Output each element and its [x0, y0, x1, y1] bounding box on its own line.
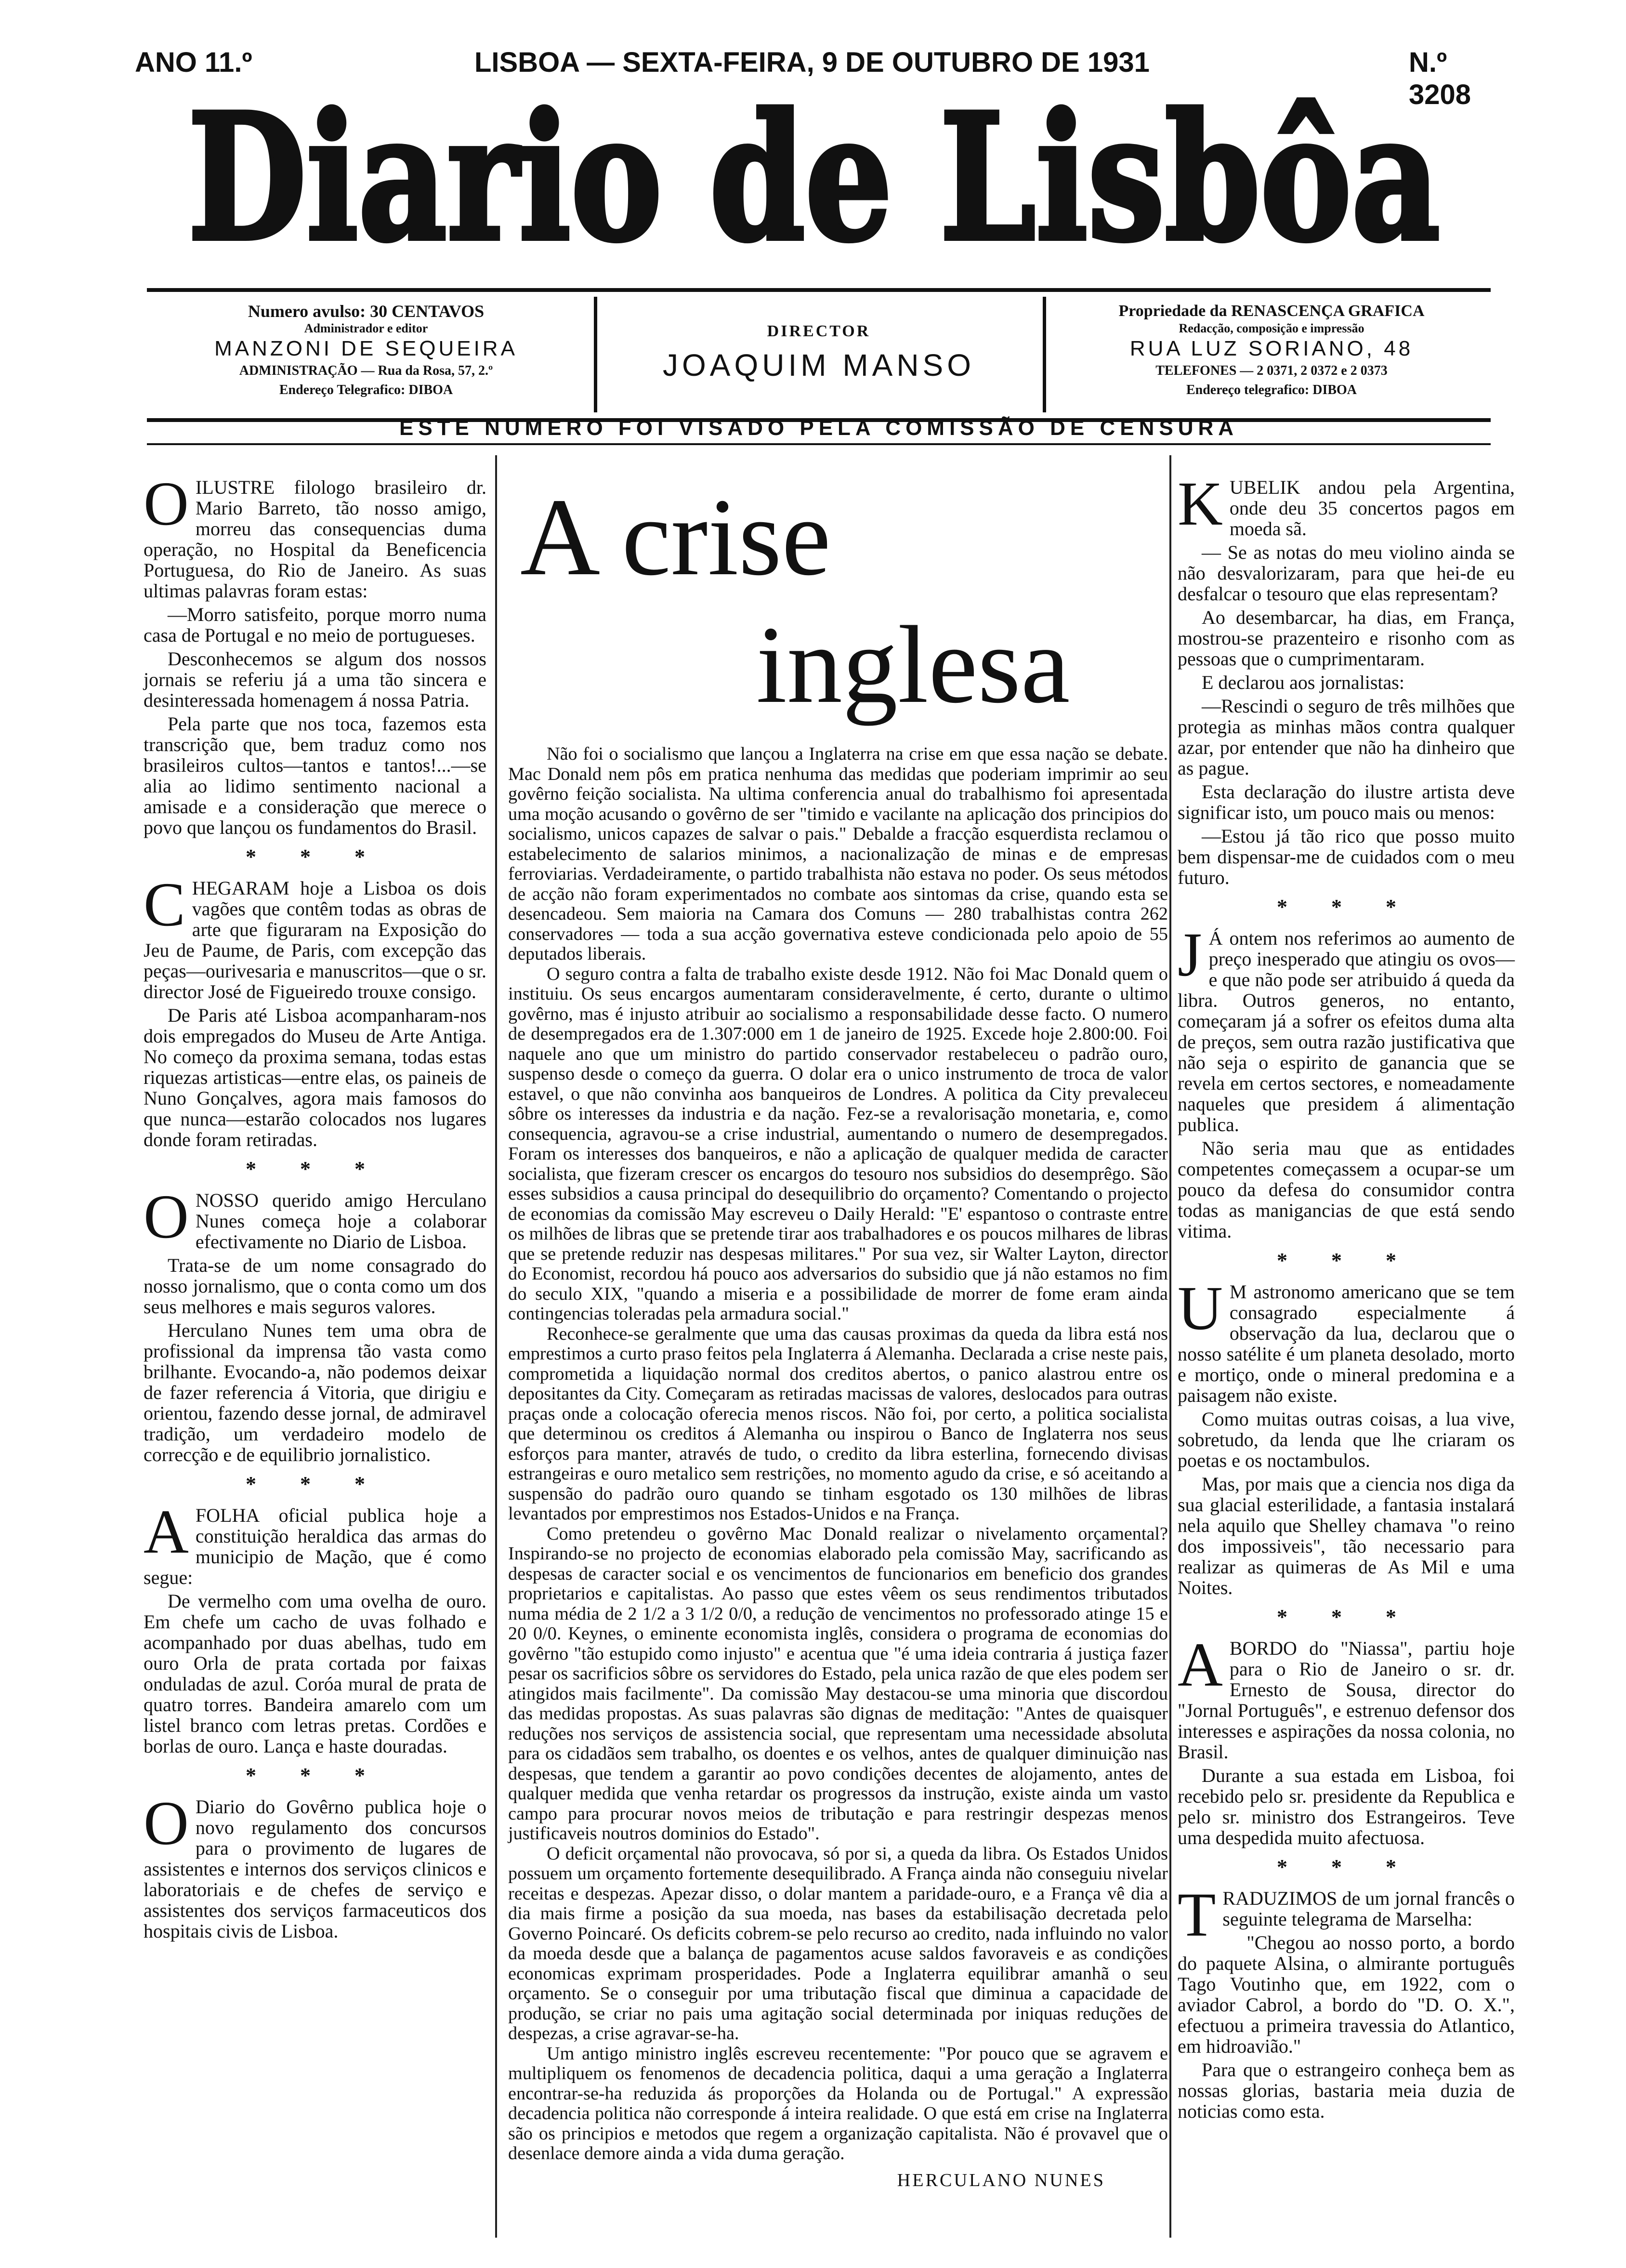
news-item-text: Diario do Govêrno publica hoje o novo regulamento dos concursos para o provimento de lugares de assistentes e internos dos serviços clinicos e laboratoriais e de chefes de serviço e assistentes dos serviços farmaceuticos dos hospitais civis de Lisboa. [144, 1796, 486, 1942]
section-separator: * * * [1277, 895, 1416, 919]
section-separator: * * * [246, 845, 384, 869]
news-item-paragraph: "Chegou ao nosso porto, a bordo do paquete Alsina, o almirante português Tago Voutinho que, em 1922, com o aviador Cabrol, a bordo do "D. O. X.", efectuou a primeira travessia do Atlantico, em hidroavião." [1178, 1932, 1515, 2057]
drop-cap: A [144, 1497, 189, 1567]
news-item-lead [144, 870, 487, 1002]
dateline-bar [135, 46, 1503, 110]
news-item-text: BORDO do "Niassa", partiu hoje para o Rio de Janeiro o sr. dr. Ernesto de Sousa, director do "Jornal Português", e estrenuo defensor dos interesses e aspirações da nossa colonia, no Brasil. [1178, 1637, 1515, 1763]
admin-info [147, 292, 585, 428]
news-item-paragraph: Ao desembarcar, ha dias, em França, mostrou-se prazenteiro e risonho com as pessoas que o cumprimentaram. [1178, 607, 1515, 670]
article-paragraph: O deficit orçamental não provocava, só por si, a queda da libra. Os Estados Unidos possuem um orçamento fortemente desequilibrado. A França ainda não conseguiu nivelar receitas e despezas. Apezar disso, o dolar mantem a paridade-ouro, e a França vê dia a dia mais firme a posição da sua moeda, nas bases da estabilisação decretada pelo Governo Poincaré. Os deficits cobrem-se pelo recurso ao credito, nada influindo no valor da moeda desde que a balança de pagamentos acuse saldos favoraveis e as condições economicas exprimam prosperidades. Pode a Inglaterra equilibrar amanhã o seu orçamento. Se o conseguir por uma tributação fiscal que diminua a capacidade de produção, se criar no pais uma agitação social determinada por iniquas reduções de despezas, a crise agravar-se-ha. [508, 1843, 1168, 2044]
article-paragraph: O seguro contra a falta de trabalho existe desde 1912. Não foi Mac Donald quem o instituiu. Os seus encargos aumentaram consideravelmente, é certo, durante o ultimo govêrno, mas é injusto atribuir ao socialismo a responsabilidade desse facto. O numero de desempregados era de 1.307:000 em 1 de janeiro de 1925. Excede hoje 2.800:00. Foi naquele ano que um ministro do partido conservador restabeleceu o padrão ouro, suspenso desde o começo da guerra. O dolar era o unico instrumento de troca de valor estavel, o que não convinha aos banqueiros de Londres. A politica da City prevaleceu sôbre os interesses da industria e da nação. Fez-se a revalorisação monetaria, e, como consequencia, agravou-se a crise industrial, aumentando o numero de desempregados. Foram os interesses dos banqueiros, e não a aplicação de qualquer medida de caracter socialista, que fizeram crescer os encargos do tesouro nos subsidios do desemprêgo. São esses subsidios a causa principal do desequilibrio do orçamento? Comentando o projecto de economias da comissão May escreveu o Daily Herald: "E' espantoso o contraste entre os milhões de libras que se pretende tirar aos trabalhadores e os poucos milhares de libras que se pretende reduzir nas despesas militares." Por sua vez, sir Walter Layton, director do Economist, recordou há pouco aos adversarios do subsidio que já não estamos no fim do seculo XIX, "quando a miseria e a possibilidade de morrer de fome eram ainda contingencias toleradas pela armadura social." [508, 963, 1168, 1324]
news-item-paragraph: De vermelho com uma ovelha de ouro. Em chefe um cacho de uvas folhado e acompanhado por duas abelhas, tudo em ouro Orla de prata cortada por faixas onduladas de azul. Coróa mural de prata de quatro torres. Bandeira amarelo com um listel branco com letras pretas. Cordões e borlas de ouro. Lança e haste douradas. [144, 1590, 486, 1757]
right-column [1178, 469, 1515, 2124]
right-news-item [1178, 469, 1515, 888]
director-name: JOAQUIM MANSO [662, 348, 975, 382]
drop-cap: A [1178, 1630, 1223, 1700]
news-item-paragraph: Trata-se de um nome consagrado do nosso jornalismo, que o conta como um dos seus melhores e mais seguros valores. [144, 1254, 486, 1318]
news-item-paragraph: —Estou já tão rico que posso muito bem dispensar-me de cuidados com o meu futuro. [1178, 825, 1515, 888]
news-item-text: FOLHA oficial publica hoje a constituição heraldica das armas do municipio de Mação, que é como segue: [144, 1504, 486, 1588]
news-item-text: Á ontem nos referimos ao aumento de preço inesperado que atingiu os ovos—e que não pode ser atribuido á queda da libra. Outros generos, no entanto, começaram já a sofrer os efeitos duma alta de preços, sem outra razão justificativa que não seja o espirito de ganancia que se revela em certos sectores, e nomeadamente naqueles que presidem á alimentação publica. [1178, 927, 1515, 1135]
news-item-paragraph: Para que o estrangeiro conheça bem as nossas glorias, bastaria meia duzia de noticias como esta. [1178, 2059, 1515, 2122]
admin-name: MANZONI DE SEQUEIRA [214, 337, 518, 360]
article-signature: HERCULANO NUNES [897, 2170, 1105, 2190]
right-news-item [1178, 1274, 1515, 1598]
news-item-lead [1178, 1630, 1515, 1763]
info-divider [594, 297, 597, 412]
news-item-paragraph: Como muitas outras coisas, a lua vive, sobretudo, da lenda que lhe criaram os poetas e os noctambulos. [1178, 1408, 1515, 1471]
right-news-item [1178, 920, 1515, 1242]
news-item-paragraph: De Paris até Lisboa acompanharam-nos dois empregados do Museu de Arte Antiga. No começo da proxima semana, todas estas riquezas artisticas—entre elas, os paineis de Nuno Gonçalves, agora mais famosos do que nunca—estarão colocados nos lugares donde foram retiradas. [144, 1004, 486, 1150]
news-item-lead [1178, 469, 1515, 540]
street-address: RUA LUZ SORIANO, 48 [1129, 337, 1414, 360]
section-separator: * * * [246, 1764, 384, 1787]
drop-cap: T [1178, 1880, 1216, 1950]
drop-cap: O [144, 1182, 189, 1252]
owner-telegraph: Endereço telegrafico: DIBOA [1186, 382, 1357, 397]
phone-numbers: TELEFONES — 2 0371, 2 0372 e 2 0373 [1155, 363, 1388, 378]
right-news-item [1178, 1880, 1515, 2122]
drop-cap: K [1178, 469, 1223, 539]
column-rule [1169, 455, 1171, 2238]
news-item-paragraph: —Morro satisfeito, porque morro numa casa de Portugal e no meio de portugueses. [144, 604, 486, 646]
news-item-text: RADUZIMOS de um jornal francês o seguinte telegrama de Marselha: [1222, 1887, 1515, 1930]
news-item-paragraph: E declarou aos jornalistas: [1202, 672, 1404, 693]
news-item-paragraph: Durante a sua estada em Lisboa, foi recebido pelo sr. presidente da Republica e pelo sr. ministro dos Estrangeiros. Teve uma despedida muito afectuosa. [1178, 1765, 1515, 1848]
news-item-paragraph: Herculano Nunes tem uma obra de profissional da imprensa tão vasta como brilhante. Evocando-a, não podemos deixar de fazer referencia á Vitoria, que dirigiu e orientou, fazendo desse jornal, de admiravel tradição, um verdadeiro modelo de correcção e de equilibrio jornalistico. [144, 1319, 486, 1465]
director-label: DIRECTOR [767, 322, 871, 340]
article-paragraph: Um antigo ministro inglês escreveu recentemente: "Por pouco que se agravem e multipliquem os fenomenos de decadencia politica, daqui a uma geração a Inglaterra encontrar-se-ha reduzida ás proporções da Holanda ou de Portugal." A expressão decadencia politica não corresponde á inteira realidade. O que está em crise na Inglaterra são os principios e metodos que regem a organização capitalista. Não é provavel que o desenlace demore ainda a vida duma geração. [508, 2043, 1168, 2163]
owner-info [1052, 292, 1491, 428]
left-news-item [144, 1789, 486, 1942]
news-item-paragraph: — Se as notas do meu violino ainda se não desvalorizaram, para que hei-de eu desfalcar o tesouro que elas representam? [1178, 541, 1515, 605]
section-separator: * * * [1277, 1249, 1416, 1272]
drop-cap: C [144, 870, 185, 939]
masthead-logo [183, 72, 1445, 279]
dateline: LISBOA — SEXTA-FEIRA, 9 DE OUTUBRO DE 1931 [474, 47, 1150, 78]
news-item-lead [1178, 1880, 1515, 1950]
owner-line: Propriedade da RENASCENÇA GRAFICA [1118, 302, 1425, 320]
news-item-lead [144, 1497, 486, 1588]
admin-address: ADMINISTRAÇÃO — Rua da Rosa, 57, 2.º [239, 363, 493, 378]
drop-cap: O [144, 469, 189, 539]
left-column [144, 469, 487, 1944]
news-item-lead [1178, 920, 1515, 1135]
left-news-item [144, 1182, 486, 1465]
left-news-item [144, 1497, 486, 1757]
section-separator: * * * [246, 1157, 384, 1181]
news-item-lead [144, 1789, 486, 1942]
news-item-text: HEGARAM hoje a Lisboa os dois vagões que contêm todas as obras de arte que figuraram na Exposição do Jeu de Paume, de Paris, com excepção das peças—ourivesaria e manuscritos—que o sr. director José de Figueiredo trouxe consigo. [144, 877, 487, 1002]
news-item-text: ILUSTRE filologo brasileiro dr. Mario Barreto, tão nosso amigo, morreu das consequencias duma operação, no Hospital da Beneficencia Portuguesa, do Rio de Janeiro. As suas ultimas palavras foram estas: [144, 476, 486, 602]
info-divider [1043, 297, 1046, 412]
news-item-text: M astronomo americano que se tem consagrado especialmente á observação da lua, declarou que o nosso satélite é um planeta desolado, morto e mortiço, onde o mineral predomina e a paisagem não existe. [1178, 1281, 1515, 1406]
headline-line-1: A crise [520, 475, 831, 598]
admin-telegraph: Endereço Telegrafico: DIBOA [279, 382, 453, 397]
news-item-paragraph: Não seria mau que as entidades competentes começassem a ocupar-se um pouco da defesa do consumidor contra todas as manigancias de que está sendo vitima. [1178, 1137, 1515, 1242]
masthead [183, 72, 1445, 279]
article-paragraph: Reconhece-se geralmente que uma das causas proximas da queda da libra está nos emprestimos a curto praso feitos pela Inglaterra á Alemanha. Declarada a crise neste pais, comprometida a liquidação normal dos creditos abertos, o panico alastrou entre os depositantes da City. Começaram as retiradas macissas de valores, deslocados para outras praças onde a colocação oferecia menos riscos. Não foi, por certo, a politica socialista que determinou os creditos á Alemanha ou inspirou o Banco de Inglaterra nos seus esforços para manter, através de tudo, o credito da libra esterlina, fornecendo divisas estrangeiras e ouro metalico sem restrições, no momento agudo da crise, e só aceitando a suspensão do padrão ouro quando se tinham esgotado os 130 milhões de libras levantados por emprestimos nos Estados-Unidos e na França. [508, 1323, 1168, 1524]
year-label: ANO 11.º [135, 47, 252, 78]
editorial-note: Redacção, composição e impressão [1179, 321, 1364, 335]
news-item-paragraph: —Rescindi o seguro de três milhões que protegia as minhas mãos contra qualquer azar, por entender que não ha dinheiro que as pague. [1178, 695, 1515, 779]
article-paragraph: Como pretendeu o govêrno Mac Donald realizar o nivelamento orçamental? Inspirando-se no projecto de economias elaborado pela comissão May, sacrificando as despesas de caracter social e os vencimentos de funcionarios em beneficio dos grandes proprietarios e capitalistas. Ao passo que estes vêem os seus rendimentos tributados numa média de 2 1/2 a 3 1/2 0/0, a redução de vencimentos no professorado atinge 15 e 20 0/0. Keynes, o eminente economista inglês, considera o programa de economias do govêrno "tão estupido como injusto" e acentua que "é uma ideia contraria á justiça fazer pesar os sacrificios sôbre os servidores do Estado, pela unica razão de que eles podem ser atingidos mais facilmente". Da comissão May destacou-se uma minoria que discordou das medidas propostas. As suas palavras são dignas de meditação: "Antes de quaisquer reduções nos serviços de assistencia social, que representam uma necessidade absoluta para os cidadãos sem trabalho, os doentes e os velhos, antes de qualquer diminuição nas despesas, que tendem a garantir ao povo condições decentes de alojamento, antes de qualquer medida que venha retardar os progressos da instrução, existe ainda um vasto campo para procurar novos meios de tributação e para restringir despezas menos justificaveis noutros dominios do Estado". [508, 1523, 1168, 1844]
main-article [508, 744, 1168, 2190]
section-separator: * * * [246, 1472, 384, 1496]
masthead-title: Diario de Lisbôa [188, 76, 1440, 279]
news-item-paragraph: Mas, por mais que a ciencia nos diga da sua glacial esterilidade, a fantasia instalará nela aquilo que Shelley chamava "o reino dos impossiveis", tão necessario para realizar as quimeras de As Mil e uma Noites. [1178, 1473, 1515, 1598]
header-rule [147, 443, 1491, 445]
drop-cap: J [1178, 920, 1202, 989]
left-news-item [144, 469, 486, 838]
section-separator: * * * [1277, 1855, 1416, 1879]
article-body [508, 744, 1168, 2164]
drop-cap: O [144, 1789, 189, 1858]
news-item-lead [144, 1182, 486, 1253]
right-news-item [1178, 1630, 1515, 1848]
news-item-text: UBELIK andou pela Argentina, onde deu 35 concertos pagos em moeda sã. [1229, 476, 1515, 540]
news-item-paragraph: Pela parte que nos toca, fazemos esta transcrição que, bem traduz como nos brasileiros cultos—tantos e tantos!...—se alia ao lidimo sentimento nacional a amisade e a consideração que merece o povo que lançou os fundamentos do Brasil. [144, 713, 486, 838]
publication-info-box [147, 288, 1491, 422]
column-rule [495, 455, 497, 2238]
news-item-lead [144, 469, 486, 602]
headline [506, 475, 1166, 739]
article-paragraph: Não foi o socialismo que lançou a Inglaterra na crise em que essa nação se debate. Mac Donald nem pôs em pratica nenhuma das medidas que poderiam imprimir ao seu govêrno feição socialista. Na ultima conferencia anual do trabalhismo foi apresentada uma moção acusando o govêrno de ser "timido e vacilante na aplicação dos principios do socialismo, unicos capazes de salvar o pais." Debalde a fracção esquerdista reclamou o estabelecimento de salarios minimos, a nacionalização de minas e de empresas ferroviarias. Verdadeiramente, o partido trabalhista não estava no poder. Os seus métodos de acção não foram experimentados no combate aos sintomas da crise, quando esta se desencadeou. Sem maioria na Camara dos Comuns — 280 trabalhistas contra 262 conservadores — toda a sua acção governativa esteve condicionada pelo apoio de 55 deputados liberais. [508, 744, 1168, 964]
issue-number: N.º 3208 [1409, 47, 1471, 110]
news-item-paragraph: Esta declaração do ilustre artista deve significar isto, um pouco mais ou menos: [1178, 781, 1515, 823]
news-item-lead [1178, 1274, 1515, 1406]
drop-cap: U [1178, 1274, 1223, 1343]
headline-line-2: inglesa [756, 603, 1070, 726]
section-separator: * * * [1277, 1605, 1416, 1629]
news-item-text: NOSSO querido amigo Herculano Nunes começa hoje a colaborar efectivamente no Diario de Lisboa. [195, 1189, 486, 1253]
price-line: Numero avulso: 30 CENTAVOS [248, 302, 485, 321]
left-news-item [144, 870, 487, 1150]
admin-label: Administrador e editor [304, 321, 428, 335]
censorship-notice: ESTE NUMERO FOI VISADO PELA COMISSÃO DE CENSURA [399, 416, 1239, 440]
news-item-paragraph: Desconhecemos se algum dos nossos jornais se referiu já a uma tão sincera e desinteressada homenagem á nossa Patria. [144, 648, 486, 711]
